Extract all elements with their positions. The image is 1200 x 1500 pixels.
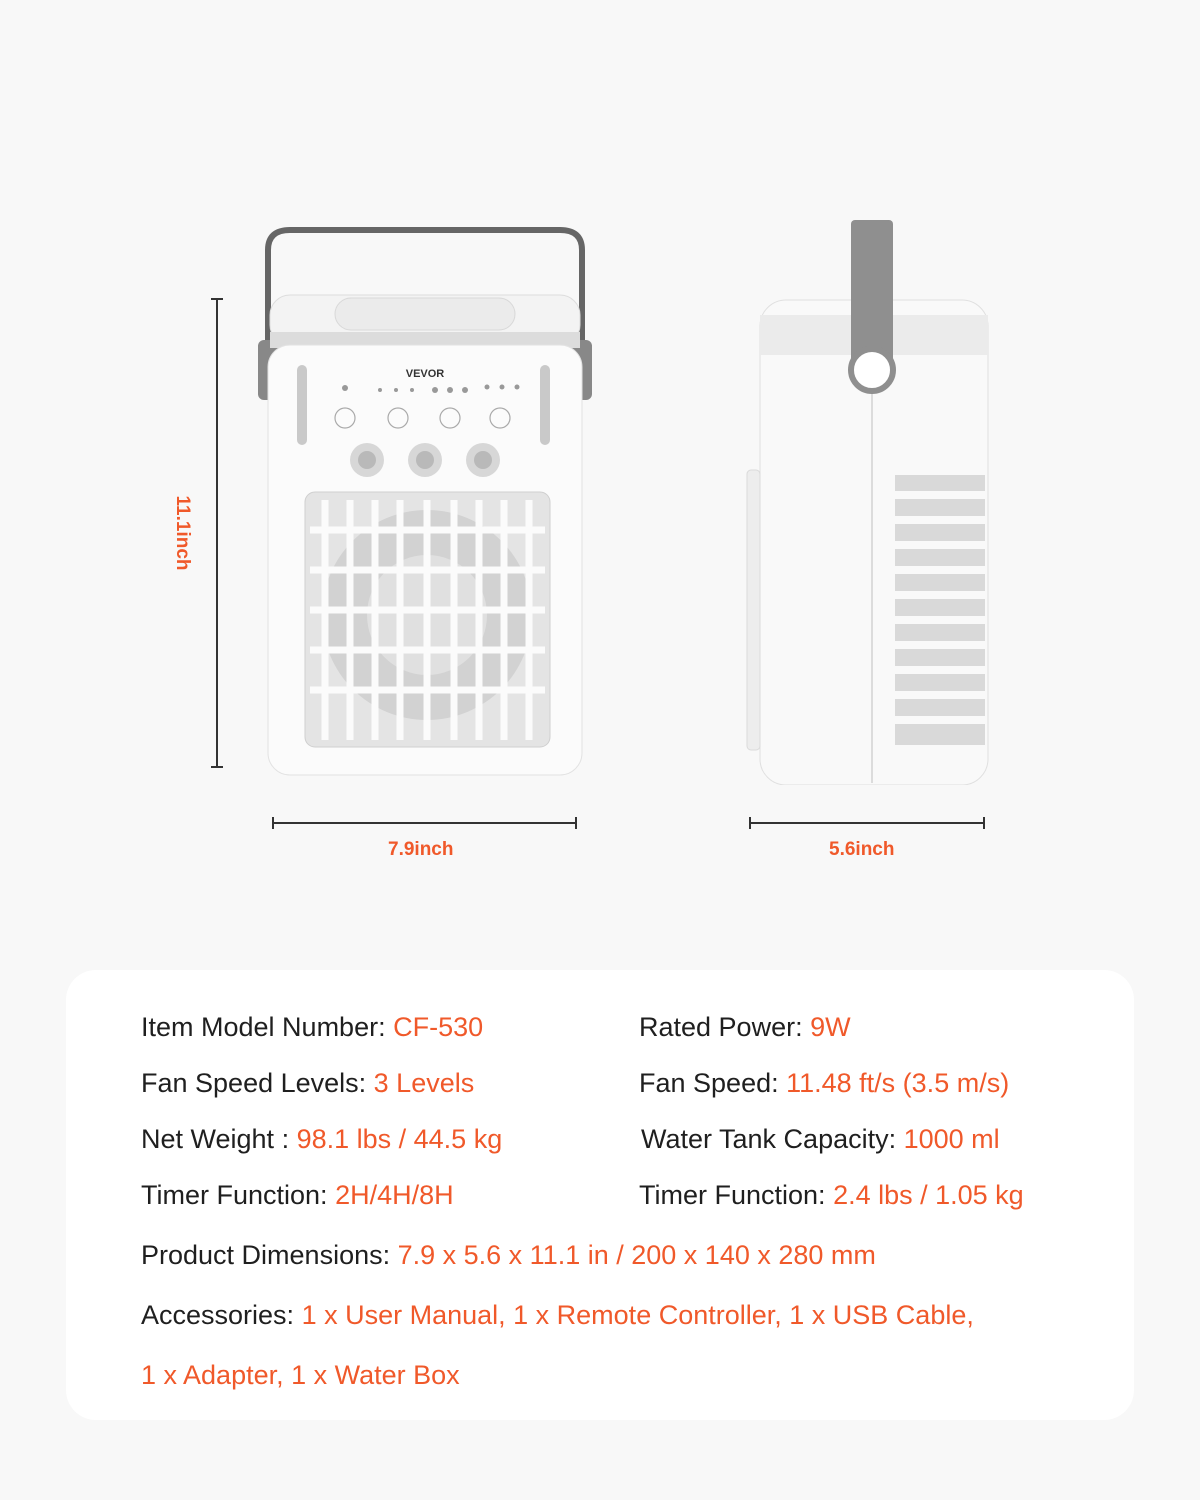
front-width-tick-right (575, 817, 577, 829)
front-width-label: 7.9inch (388, 839, 454, 860)
side-width-label: 5.6inch (829, 839, 895, 860)
height-dimension-label: 11.1inch (172, 495, 193, 571)
spec-label: Product Dimensions: (141, 1240, 398, 1270)
specifications-card (66, 970, 1134, 1420)
spec-value: 98.1 lbs / 44.5 kg (296, 1124, 503, 1154)
spec-fan-speed-levels (141, 1068, 474, 1099)
spec-value: 1 x User Manual, 1 x Remote Controller, 1 x USB Cable, (301, 1300, 974, 1330)
spec-value: 1000 ml (903, 1124, 1000, 1154)
brand-logo: VEVOR (405, 368, 445, 380)
spec-timer-function (141, 1180, 454, 1211)
spec-product-dimensions (141, 1240, 876, 1271)
front-view-image (250, 220, 600, 780)
spec-value: 3 Levels (373, 1068, 475, 1098)
spec-value: 11.48 ft/s (3.5 m/s) (786, 1068, 1010, 1098)
height-dimension-tick-bottom (211, 766, 223, 768)
spec-label: Rated Power: (639, 1012, 811, 1042)
spec-value: 2.4 lbs / 1.05 kg (833, 1180, 1024, 1210)
side-width-tick-left (749, 817, 751, 829)
spec-rated-power (639, 1012, 851, 1043)
side-width-tick-right (983, 817, 985, 829)
spec-label: Net Weight : (141, 1124, 297, 1154)
spec-value: 2H/4H/8H (335, 1180, 454, 1210)
spec-label: Water Tank Capacity: (641, 1124, 904, 1154)
spec-label: Fan Speed Levels: (141, 1068, 374, 1098)
spec-model-number (141, 1012, 483, 1043)
spec-label: Accessories: (141, 1300, 302, 1330)
front-width-tick-left (272, 817, 274, 829)
spec-fan-speed (639, 1068, 1009, 1099)
spec-net-weight (141, 1124, 502, 1155)
spec-value: 7.9 x 5.6 x 11.1 in / 200 x 140 x 280 mm (397, 1240, 876, 1270)
spec-value: 9W (810, 1012, 851, 1042)
front-width-dimension-line (272, 822, 577, 824)
spec-label: Timer Function: (141, 1180, 336, 1210)
spec-label: Fan Speed: (639, 1068, 787, 1098)
height-dimension-tick-top (211, 298, 223, 300)
spec-label: Timer Function: (639, 1180, 834, 1210)
side-width-dimension-line (749, 822, 985, 824)
spec-water-tank-capacity (641, 1124, 1000, 1155)
spec-label: Item Model Number: (141, 1012, 394, 1042)
spec-accessories-continued (141, 1360, 460, 1391)
height-dimension-line (216, 298, 218, 768)
spec-value: CF-530 (393, 1012, 484, 1042)
side-view-image (745, 215, 995, 785)
spec-value: 1 x Adapter, 1 x Water Box (141, 1360, 460, 1390)
spec-timer-function-weight (639, 1180, 1024, 1211)
spec-accessories (141, 1300, 974, 1331)
